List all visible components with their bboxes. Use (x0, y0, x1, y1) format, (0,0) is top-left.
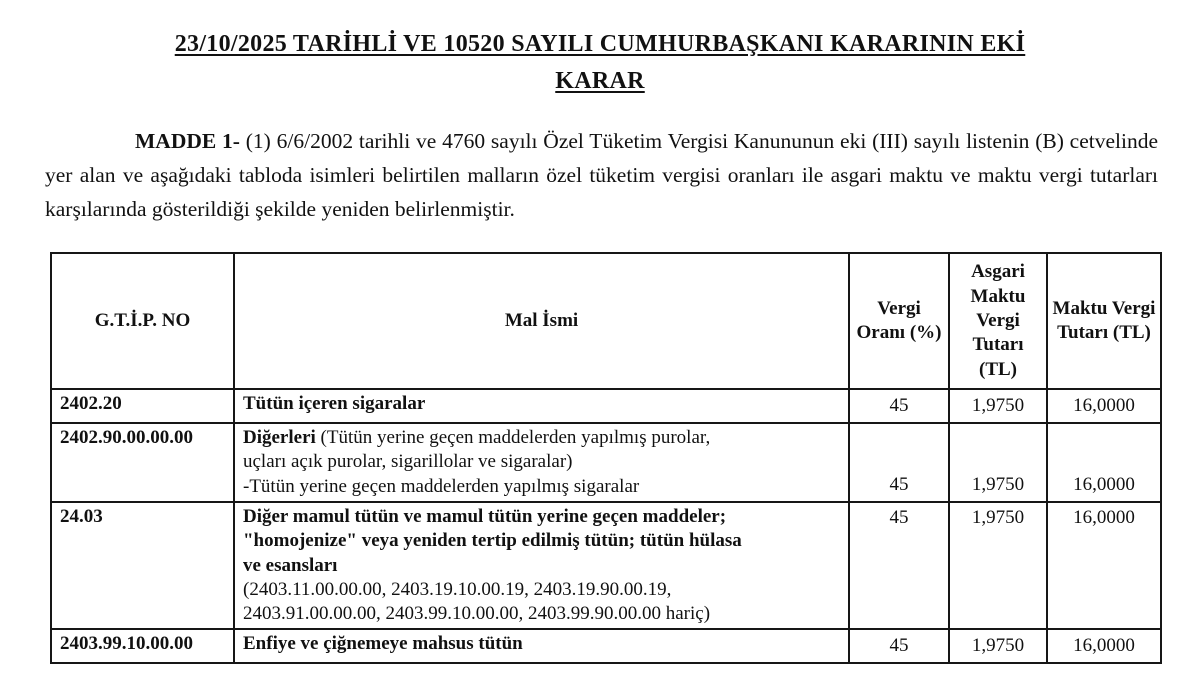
asgari-maktu-vergi-tutari-cell: 1,9750 (949, 423, 1047, 502)
madde-1-paragraph (45, 124, 1158, 226)
mal-ismi-line: Tütün içeren sigaralar (243, 392, 426, 414)
madde-1-label: MADDE 1- (135, 129, 240, 154)
mal-ismi-line: Enfiye ve çiğnemeye mahsus tütün (243, 633, 523, 655)
vergi-orani-cell: 45 (849, 629, 949, 663)
mal-ismi-line: -Tütün yerine geçen maddelerden yapılmış sigaralar (243, 475, 640, 497)
mal-ismi-cell (234, 629, 849, 663)
vergi-orani-cell: 45 (849, 423, 949, 502)
gtip-no-cell: 2403.99.10.00.00 (51, 629, 234, 663)
mal-ismi-line: 2403.91.00.00.00, 2403.99.10.00.00, 2403.99.90.00.00 hariç) (243, 603, 711, 625)
maktu-vergi-tutari-cell: 16,0000 (1047, 502, 1161, 630)
maktu-vergi-tutari-cell: 16,0000 (1047, 629, 1161, 663)
gtip-no-cell: 2402.20 (51, 389, 234, 423)
mal-ismi-cell (234, 502, 849, 630)
mal-ismi-line: "homojenize" veya yeniden tertip edilmiş tütün; tütün hülasa (243, 530, 742, 552)
table-row (51, 423, 1161, 502)
col-header-asgari-maktu-vergi-tutari: Asgari Maktu Vergi Tutarı (TL) (949, 253, 1047, 389)
title-line-2: KARAR (555, 68, 645, 95)
mal-ismi-cell (234, 423, 849, 502)
col-header-vergi-orani: Vergi Oranı (%) (849, 253, 949, 389)
mal-ismi-line: (2403.11.00.00.00, 2403.19.10.00.19, 2403.19.90.00.19, (243, 578, 672, 600)
maktu-vergi-tutari-cell: 16,0000 (1047, 389, 1161, 423)
asgari-maktu-vergi-tutari-cell: 1,9750 (949, 502, 1047, 630)
mal-ismi-line: Diğer mamul tütün ve mamul tütün yerine geçen maddeler; (243, 505, 727, 527)
table-header-row (51, 253, 1161, 389)
vergi-orani-cell: 45 (849, 389, 949, 423)
gtip-no-cell: 2402.90.00.00.00 (51, 423, 234, 502)
table-row (51, 629, 1161, 663)
document-title (40, 26, 1160, 100)
mal-ismi-line: ve esansları (243, 554, 338, 576)
asgari-maktu-vergi-tutari-cell: 1,9750 (949, 629, 1047, 663)
col-header-mal-ismi: Mal İsmi (234, 253, 849, 389)
table-body (51, 389, 1161, 664)
col-header-gtip-no: G.T.İ.P. NO (51, 253, 234, 389)
mal-ismi-line: uçları açık purolar, sigarillolar ve sigaralar) (243, 451, 573, 473)
gtip-no-cell: 24.03 (51, 502, 234, 630)
title-line-1: 23/10/2025 TARİHLİ VE 10520 SAYILI CUMHURBAŞKANI KARARININ EKİ (174, 31, 1026, 57)
mal-ismi-line: Diğerleri (Tütün yerine geçen maddelerden yapılmış purolar, (243, 426, 711, 448)
mal-ismi-cell (234, 389, 849, 423)
vergi-orani-cell: 45 (849, 502, 949, 630)
asgari-maktu-vergi-tutari-cell: 1,9750 (949, 389, 1047, 423)
col-header-maktu-vergi-tutari: Maktu Vergi Tutarı (TL) (1047, 253, 1161, 389)
otv-tax-table (50, 252, 1162, 664)
table-row (51, 389, 1161, 423)
table-row (51, 502, 1161, 630)
maktu-vergi-tutari-cell: 16,0000 (1047, 423, 1161, 502)
madde-1-text: (1) 6/6/2002 tarihli ve 4760 sayılı Özel Tüketim Vergisi Kanununun eki (III) sayılı listenin (B) cetvelinde yer alan ve aşağıdaki tabloda isimleri belirtilen malların özel tüketim vergisi oranları ile asgari maktu ve maktu vergi tutarları karşılarında gösterildiği şekilde yeniden belirlenmiştir. (45, 129, 1158, 222)
